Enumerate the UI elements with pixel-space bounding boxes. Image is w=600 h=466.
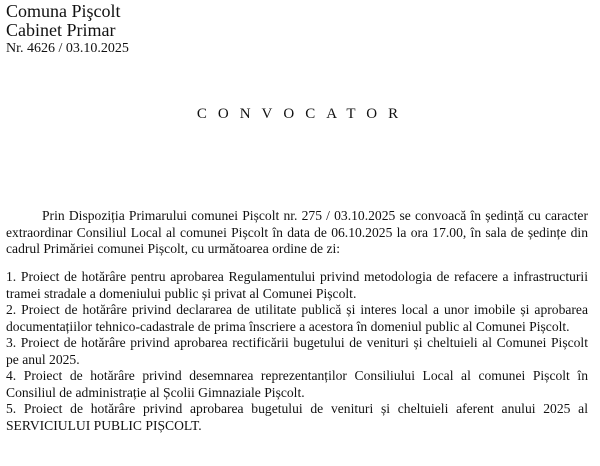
agenda-item: 3. Proiect de hotărâre privind aprobarea rectificării bugetului de venituri și cheltuieli al Comunei Pișcolt pe anul 2025.	[6, 335, 588, 367]
agenda-list	[6, 269, 588, 434]
agenda-item: 2. Proiect de hotărâre privind declararea de utilitate publică și interes local a unor imobile și aprobarea documentațiilor tehnico-cadastrale de prima înscriere a acestora în domeniul public al Comunei Pișcolt.	[6, 302, 588, 334]
agenda-item: 5. Proiect de hotărâre privind aprobarea bugetului de venituri și cheltuieli aferent anului 2025 al SERVICIULUI PUBLIC PIȘCOLT.	[6, 401, 588, 433]
document-header	[6, 2, 129, 58]
agenda-item: 1. Proiect de hotărâre pentru aprobarea Regulamentului privind metodologia de refacere a infrastructurii tramei stradale a domeniului public și privat al Comunei Pișcolt.	[6, 269, 588, 301]
agenda-item: 4. Proiect de hotărâre privind desemnarea reprezentanților Consiliului Local al comunei Pișcolt în Consiliul de administrație al Școlii Gimnaziale Pișcolt.	[6, 368, 588, 400]
commune-name: Comuna Pişcolt	[6, 1, 121, 21]
cabinet-name: Cabinet Primar	[6, 20, 116, 40]
registration-number: Nr. 4626 / 03.10.2025	[6, 41, 129, 56]
intro-paragraph: Prin Dispoziția Primarului comunei Pișcolt nr. 275 / 03.10.2025 se convoacă în ședință cu caracter extraordinar Consiliul Local al comunei Pișcolt în data de 06.10.2025 la ora 17.00, în sala de ședințe din cadrul Primăriei comunei Pișcolt, cu următoarea ordine de zi:	[6, 208, 588, 256]
document-title: CONVOCATOR	[196, 106, 410, 122]
